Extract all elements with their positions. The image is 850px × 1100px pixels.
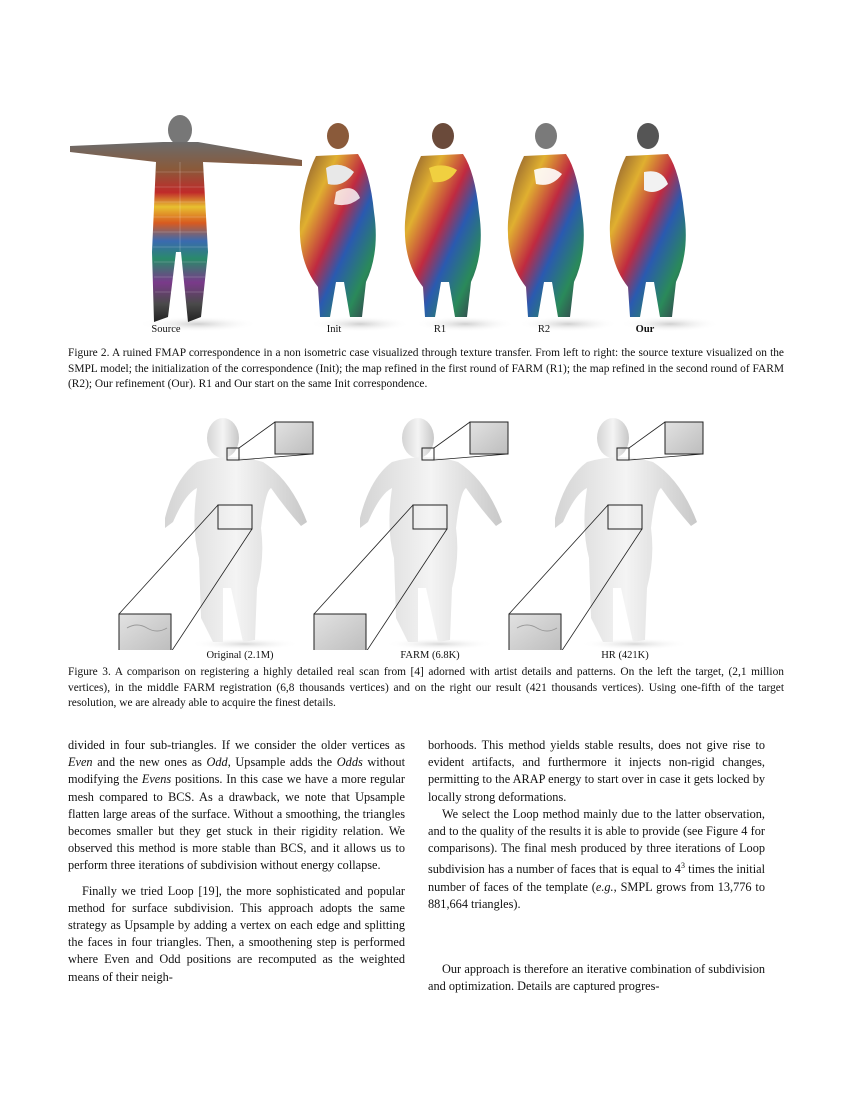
label-farm: FARM (6.8K) xyxy=(400,650,460,661)
paragraph-loop: Finally we tried Loop [19], the more sophisticated and popular method for surface subdivision. This approach adopts the same strategy as Upsample by adding a vertex on each edge and splitting the faces in four triangles. Then, a smoothening step is performed where Even and Odd positions are recomputed as the weighted means of their neigh- xyxy=(68,883,405,984)
figure-2-renders xyxy=(68,112,788,344)
paragraph-approach: Our approach is therefore an iterative combination of subdivision and optimization. Details are captured progres- xyxy=(428,962,765,994)
label-init: Init xyxy=(326,324,342,335)
render-r1 xyxy=(405,123,515,332)
figure-2-labels xyxy=(68,324,788,344)
figure-3-caption: Figure 3. A comparison on registering a highly detailed real scan from [4] adorned with artist details and patterns. On the left the target, (2,1 million vertices), in the middle FARM registration (6,8 thousands vertices) and on the right our result (421 thousands vertices). Using one-fifth of the target resolution, we are already able to acquire the finest details. xyxy=(68,666,784,709)
paragraph-upsample: divided in four sub-triangles. If we consider the older vertices as Even and the new ones as Odd, Upsample adds the Odds without modifying the Evens positions. In this case we have a more regular mesh compared to BCS. As a drawback, we note that Upsample flatten large areas of the surface. Without a smoothing, the triangles becomes smaller but they get stuck in their rigidity relation. We observed this method is more stable than BCS, and it allows us to perform three iterations of subdivision without energy collapse. xyxy=(68,738,405,873)
figure-2 xyxy=(68,112,788,344)
label-our: Our xyxy=(635,324,655,335)
figure-3-renders xyxy=(115,418,725,650)
render-our xyxy=(610,123,720,332)
paragraph-loop-cont: borhoods. This method yields stable results, does not give rise to evident artifacts, and furthermore it injects non-rigid changes, permitting to the ARAP energy to start over in case it gets locked by locally strong deformations. xyxy=(428,738,765,804)
figure-3 xyxy=(115,418,725,666)
figure-3-labels xyxy=(115,650,725,666)
label-original: Original (2.1M) xyxy=(206,650,274,661)
render-init xyxy=(300,123,410,332)
render-original xyxy=(119,418,313,650)
right-column xyxy=(428,737,765,996)
label-source: Source xyxy=(151,324,181,335)
left-column xyxy=(68,737,405,986)
label-r1: R1 xyxy=(433,324,447,335)
paragraph-selection: We select the Loop method mainly due to the latter observation, and to the quality of the results it is able to provide (see Figure 4 for comparisons). The final mesh produced by three iterations of Loop subdivision has a number of faces that is equal to $4^3$ times the initial number of faces of the template (e.g., SMPL grows from 13,776 to 881,664 triangles). xyxy=(428,806,766,911)
label-r2: R2 xyxy=(537,324,551,335)
render-hr xyxy=(509,418,703,650)
label-hr: HR (421K) xyxy=(601,650,649,661)
render-farm xyxy=(314,418,508,650)
figure-2-caption: Figure 2. A ruined FMAP correspondence in a non isometric case visualized through texture transfer. From left to right: the source texture visualized on the SMPL model; the initialization of the correspondence (Init); the map refined in the first round of FARM (R1); the map refined in the second round of FARM (R2); Our refinement (Our). R1 and Our start on the same Init correspondence. xyxy=(68,347,784,390)
render-source xyxy=(70,115,302,332)
render-r2 xyxy=(508,123,618,332)
